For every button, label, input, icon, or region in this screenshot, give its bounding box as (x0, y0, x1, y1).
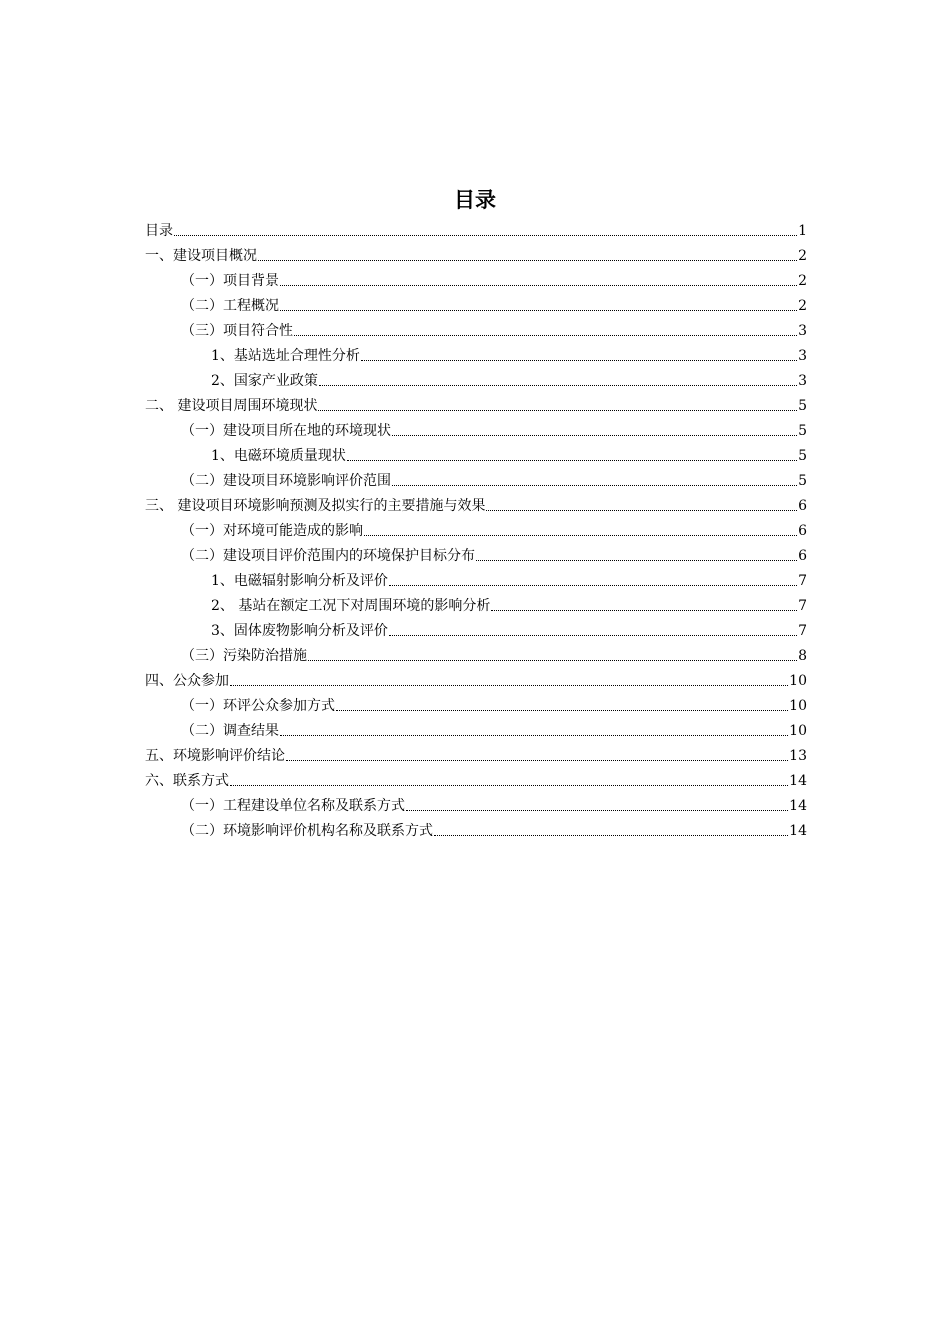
toc-page-number: 14 (789, 823, 807, 839)
toc-page-number: 2 (798, 273, 807, 289)
toc-dot-leader (364, 535, 797, 536)
toc-dot-leader (389, 585, 797, 586)
toc-dot-leader (280, 310, 797, 311)
toc-dot-leader (336, 710, 788, 711)
toc-page-number: 5 (798, 398, 807, 414)
toc-entry-text: 一、建设项目概况 (145, 248, 257, 264)
toc-page-number: 3 (798, 348, 807, 364)
toc-page-number: 14 (789, 773, 807, 789)
toc-dot-leader (318, 410, 797, 411)
toc-entry[interactable] (145, 716, 807, 741)
toc-page-number: 2 (798, 248, 807, 264)
toc-page-number: 3 (798, 373, 807, 389)
toc-entry-text: （一）工程建设单位名称及联系方式 (181, 798, 405, 814)
toc-dot-leader (347, 460, 797, 461)
toc-dot-leader (406, 810, 788, 811)
toc-entry[interactable] (145, 416, 807, 441)
toc-entry[interactable] (145, 466, 807, 491)
toc-dot-leader (230, 785, 788, 786)
toc-entry[interactable] (145, 666, 807, 691)
toc-dot-leader (389, 635, 797, 636)
toc-page-number: 8 (798, 648, 807, 664)
toc-page-number: 6 (798, 498, 807, 514)
toc-dot-leader (434, 835, 788, 836)
toc-dot-leader (392, 485, 797, 486)
toc-page-number: 5 (798, 473, 807, 489)
page-title: 目录 (454, 188, 496, 212)
toc-entry[interactable] (145, 491, 807, 516)
toc-entry-text: （一）环评公众参加方式 (181, 698, 335, 714)
toc-entry[interactable] (145, 266, 807, 291)
toc-entry-text: 2、国家产业政策 (211, 373, 318, 389)
toc-entry[interactable] (145, 741, 807, 766)
toc-entry[interactable] (145, 316, 807, 341)
toc-entry[interactable] (145, 691, 807, 716)
toc-entry-text: 二、 建设项目周围环境现状 (145, 398, 318, 414)
toc-entry-text: 1、电磁辐射影响分析及评价 (211, 573, 388, 589)
toc-page-number: 14 (789, 798, 807, 814)
toc-entry[interactable] (145, 541, 807, 566)
toc-entry-text: （一）项目背景 (181, 273, 279, 289)
toc-entry-text: 四、公众参加 (145, 673, 229, 689)
toc-page-number: 10 (789, 673, 807, 689)
table-of-contents (145, 216, 807, 841)
toc-entry-text: 2、 基站在额定工况下对周围环境的影响分析 (211, 598, 491, 614)
toc-entry-text: 1、电磁环境质量现状 (211, 448, 346, 464)
toc-entry[interactable] (145, 516, 807, 541)
toc-page-number: 6 (798, 523, 807, 539)
toc-entry-text: 五、环境影响评价结论 (145, 748, 285, 764)
toc-dot-leader (294, 335, 797, 336)
toc-entry[interactable] (145, 766, 807, 791)
toc-entry[interactable] (145, 291, 807, 316)
toc-entry-text: 目录 (145, 223, 173, 239)
toc-entry[interactable] (145, 216, 807, 241)
toc-dot-leader (230, 685, 788, 686)
toc-dot-leader (258, 260, 797, 261)
toc-entry[interactable] (145, 441, 807, 466)
toc-page-number: 1 (798, 223, 807, 239)
toc-page-number: 7 (798, 573, 807, 589)
toc-dot-leader (476, 560, 797, 561)
toc-entry[interactable] (145, 641, 807, 666)
toc-page-number: 10 (789, 698, 807, 714)
toc-entry[interactable] (145, 566, 807, 591)
toc-dot-leader (308, 660, 797, 661)
toc-entry-text: （一）建设项目所在地的环境现状 (181, 423, 391, 439)
toc-page-number: 2 (798, 298, 807, 314)
toc-page-number: 10 (789, 723, 807, 739)
toc-entry[interactable] (145, 816, 807, 841)
toc-entry[interactable] (145, 366, 807, 391)
toc-dot-leader (361, 360, 797, 361)
toc-dot-leader (280, 735, 788, 736)
toc-dot-leader (486, 510, 797, 511)
toc-entry-text: （一）对环境可能造成的影响 (181, 523, 363, 539)
toc-page-number: 7 (798, 598, 807, 614)
toc-entry[interactable] (145, 791, 807, 816)
toc-entry-text: 1、基站选址合理性分析 (211, 348, 360, 364)
toc-entry-text: （二）环境影响评价机构名称及联系方式 (181, 823, 433, 839)
toc-entry-text: （二）建设项目评价范围内的环境保护目标分布 (181, 548, 475, 564)
toc-entry-text: 3、固体废物影响分析及评价 (211, 623, 388, 639)
toc-entry-text: 三、 建设项目环境影响预测及拟实行的主要措施与效果 (145, 498, 486, 514)
toc-entry-text: （二）调查结果 (181, 723, 279, 739)
toc-entry-text: 六、联系方式 (145, 773, 229, 789)
toc-entry[interactable] (145, 391, 807, 416)
toc-page-number: 5 (798, 423, 807, 439)
toc-page-number: 6 (798, 548, 807, 564)
toc-dot-leader (286, 760, 788, 761)
toc-page-number: 3 (798, 323, 807, 339)
toc-page-number: 13 (789, 748, 807, 764)
toc-entry-text: （二）工程概况 (181, 298, 279, 314)
toc-page-number: 7 (798, 623, 807, 639)
toc-entry[interactable] (145, 241, 807, 266)
toc-dot-leader (174, 235, 797, 236)
toc-dot-leader (491, 610, 797, 611)
toc-dot-leader (392, 435, 797, 436)
toc-entry[interactable] (145, 616, 807, 641)
toc-entry-text: （二）建设项目环境影响评价范围 (181, 473, 391, 489)
toc-entry-text: （三）项目符合性 (181, 323, 293, 339)
toc-entry-text: （三）污染防治措施 (181, 648, 307, 664)
toc-dot-leader (280, 285, 797, 286)
toc-entry[interactable] (145, 341, 807, 366)
toc-entry[interactable] (145, 591, 807, 616)
toc-page-number: 5 (798, 448, 807, 464)
toc-dot-leader (319, 385, 797, 386)
